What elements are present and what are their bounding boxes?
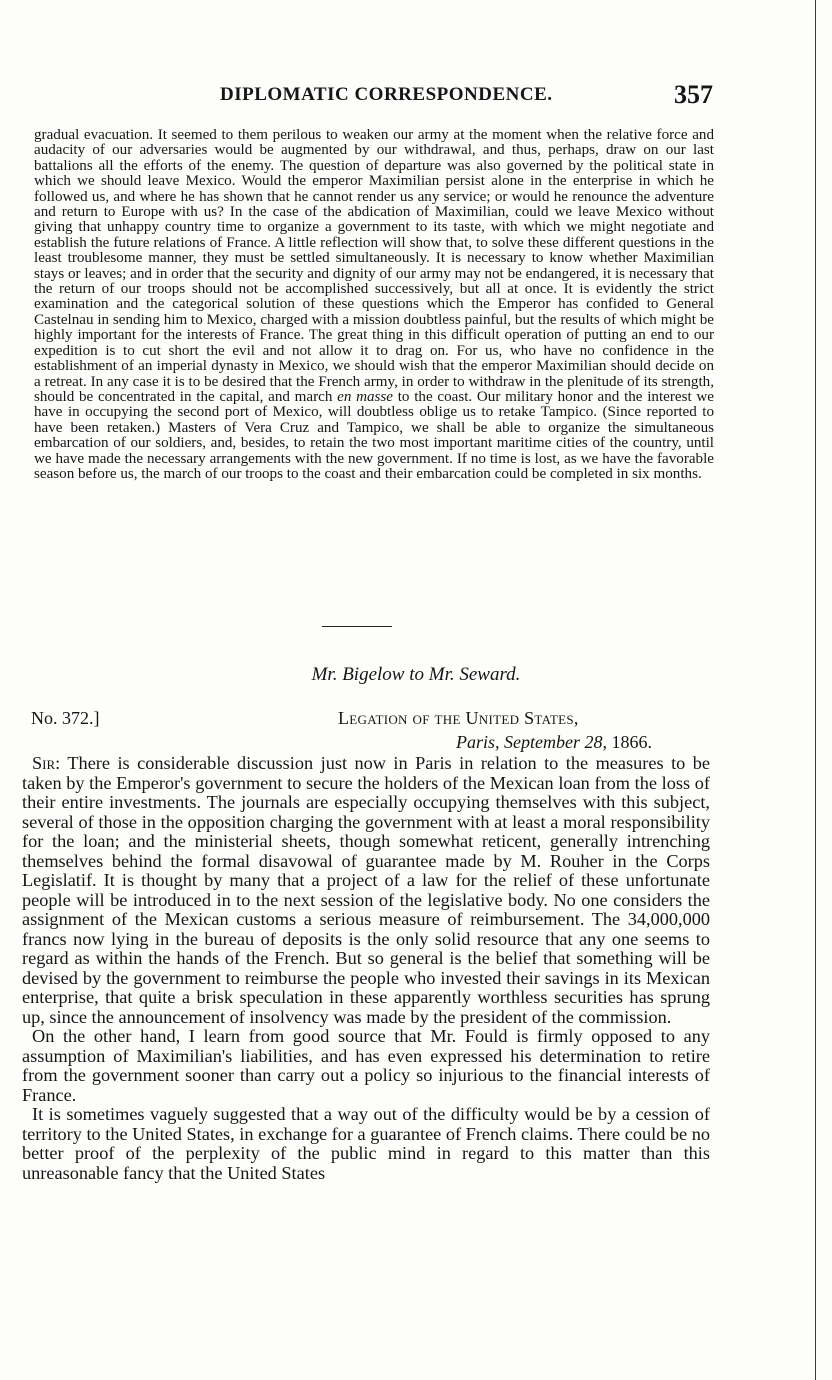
previous-text-end: to the coast. Our military honor and the interest we have in occupying the second port of Mexico, will doubtless oblige us to retake Tampico. (Since reported to have been retaken.) Masters of Vera Cruz and Tampico, we shall be able to organize the simultaneous embarcation of our soldiers, and, besides, to retain the two most important maritime cities of the country, until we have made the necessary arrangements with the new government. If no time is lost, as we have the favorable season before us, the march of our troops to the coast and their embarcation could be completed in six months.	[34, 388, 714, 482]
paragraph-3-text: It is sometimes vaguely suggested that a way out of the difficulty would be by a cession of territory to the United States, in exchange for a guarantee of French claims. There could be no better proof of the perplexity of the public mind in regard to this matter than this unreasonable fancy that the United States	[22, 1104, 711, 1183]
letter-paragraph-1	[22, 754, 710, 1027]
dateline	[456, 732, 652, 753]
section-divider	[322, 626, 392, 627]
letter-paragraph-3	[22, 1105, 710, 1183]
paragraph-2-text: On the other hand, I learn from good source that Mr. Fould is firmly opposed to any assumption of Maximilian's liabilities, and has even expressed his determination to retire from the government sooner than carry out a policy so injurious to the financial interests of France.	[22, 1026, 710, 1105]
previous-document-paragraph	[34, 128, 714, 482]
previous-text-emphasis: en masse	[337, 388, 393, 405]
letter-paragraph-2	[22, 1027, 710, 1105]
running-head	[0, 80, 832, 110]
page-number: 357	[674, 80, 713, 109]
running-title: DIPLOMATIC CORRESPONDENCE.	[220, 84, 553, 105]
letter-body	[22, 754, 710, 1183]
salutation: Sir:	[32, 753, 61, 773]
page-edge-rule	[815, 0, 816, 1380]
letter-heading: Mr. Bigelow to Mr. Seward.	[311, 664, 521, 685]
dateline-place-date: Paris, September 28,	[456, 732, 607, 752]
previous-document-text	[34, 128, 714, 482]
paragraph-1-text: There is considerable discussion just now in Paris in relation to the measures to be taken by the Emperor's government to secure the holders of the Mexican loan from the loss of their entire investments. The journals are especially occupying themselves with this subject, several of those in the opposition charging the government with at least a moral responsibility for the loan; and the ministerial sheets, though somewhat reticent, generally intrenching themselves behind the formal disavowal of guarantee made by M. Rouher in the Corps Legislatif. It is thought by many that a project of a law for the relief of these unfortunate people will be introduced in to the next session of the legislative body. No one considers the assignment of the Mexican customs a serious measure of reimbursement. The 34,000,000 francs now lying in the bureau of deposits is the only solid resource that any one seems to regard as within the hands of the French. But so general is the belief that something will be devised by the government to reimburse the people who invested their savings in its Mexican enterprise, that quite a brisk speculation in these apparently worthless securities has sprung up, since the announcement of insolvency was made by the president of the commission.	[22, 753, 710, 1027]
legation-line: Legation of the United States,	[338, 708, 579, 728]
letter-number: No. 372.]	[31, 708, 100, 728]
previous-text-main: gradual evacuation. It seemed to them perilous to weaken our army at the moment when the relative force and audacity of our adversaries would be augmented by our withdrawal, and thus, perhaps, draw on our last battalions all the efforts of the enemy. The question of departure was also governed by the political state in which we should leave Mexico. Would the emperor Maximilian persist alone in the enterprise in which he followed us, and where he has shown that he cannot render us any service; or would he renounce the adventure and return to Europe with us? In the case of the abdication of Maximilian, could we leave Mexico without giving that unhappy country time to organize a government to its taste, with which we might negotiate and establish the future relations of France. A little reflection will show that, to solve these different questions in the least troublesome manner, they must be settled simultaneously. It is necessary to know whether Maximilian stays or leaves; and in order that the security and dignity of our army may not be endangered, it is necessary that the return of our troops should not be accomplished successively, but all at once. It is evidently the strict examination and the categorical solution of these questions which the Emperor has confided to General Castelnau in sending him to Mexico, charged with a mission doubtless painful, but the results of which might be highly important for the interests of France. The great thing in this difficult operation of putting an end to our expedition is to cut short the evil and not allow it to drag on. For us, who have no confidence in the establishment of an imperial dynasty in Mexico, we should wish that the emperor Maximilian should decide on a retreat. In any case it is to be desired that the French army, in order to withdraw in the plenitude of its strength, should be concentrated in the capital, and march	[34, 127, 714, 405]
dateline-year: 1866.	[611, 732, 652, 752]
